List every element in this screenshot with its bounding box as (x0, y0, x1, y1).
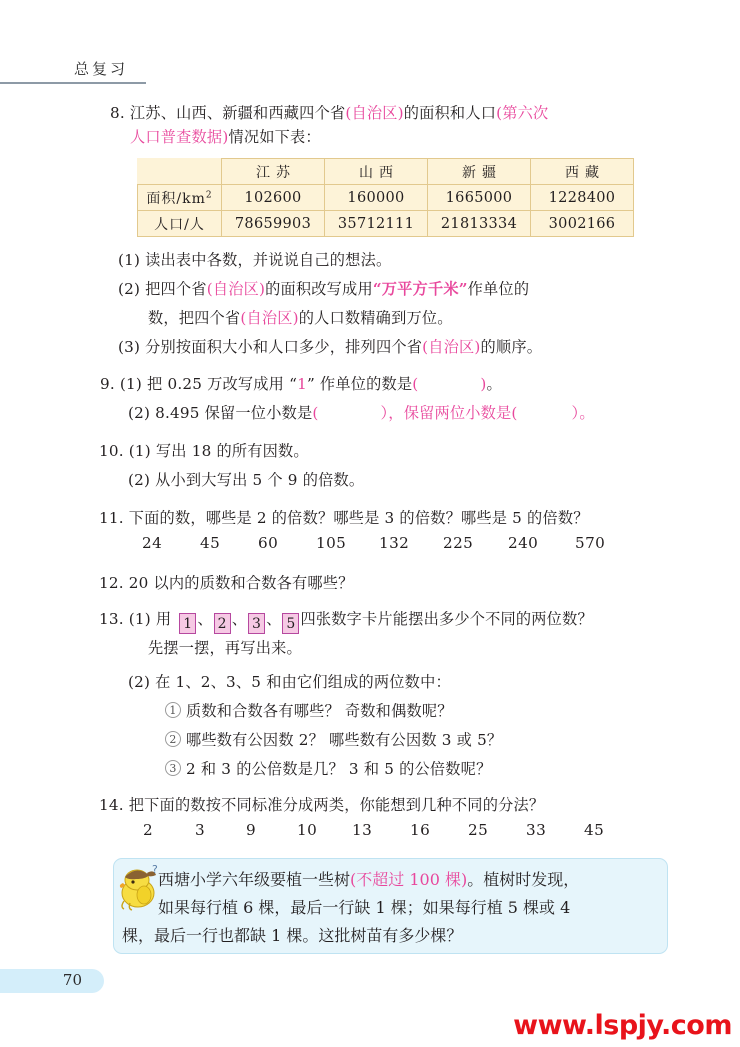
q10-sub1-text: 10. (1) 写出 18 的所有因数。 (99, 442, 309, 460)
q13-sub2-item-3 (165, 759, 491, 780)
q10-sub-1 (99, 441, 309, 462)
q11-number: 24 (142, 534, 163, 552)
digit-card-2[interactable]: 2 (214, 613, 231, 634)
table-corner-cell (138, 159, 222, 185)
q10-sub2-text: (2) 从小到大写出 5 个 9 的倍数。 (128, 471, 365, 489)
q14-number-list (143, 820, 663, 841)
digit-card-1[interactable]: 1 (179, 613, 196, 634)
callout-line1-pink: (不超过 100 棵) (350, 870, 468, 889)
q8-sub2-c: 作单位的 (467, 280, 530, 298)
q11-number: 45 (200, 534, 221, 552)
q9-sub-1 (100, 374, 502, 395)
q10-sub-2 (128, 470, 364, 491)
site-watermark: www.lspjy.com (513, 1010, 732, 1041)
page-number-pill (0, 969, 104, 993)
q14-number: 9 (246, 821, 257, 839)
q8-sub-1 (118, 250, 391, 271)
q8-sub-2-line-2 (148, 308, 453, 329)
q14-number: 33 (526, 821, 547, 839)
q13-sub1-b: 四张数字卡片能摆出多少个不同的两位数？ (300, 610, 593, 628)
digit-card-5[interactable]: 5 (282, 613, 299, 634)
q13-sub-2 (128, 672, 451, 693)
q11-number: 60 (258, 534, 279, 552)
table-row-header-population: 人口/人 (138, 211, 222, 237)
q11-number-list (142, 533, 652, 554)
q13-item3-text: 2 和 3 的公倍数是几？ 3 和 5 的公倍数呢？ (186, 760, 492, 778)
circled-number-1: 1 (165, 702, 181, 718)
q13-sub2-text: (2) 在 1、2、3、5 和由它们组成的两位数中： (128, 673, 451, 691)
q8-line-1 (110, 103, 548, 124)
q8-line1-pink-a: (自治区) (345, 104, 404, 122)
q14-number: 2 (143, 821, 154, 839)
q9-sub1-blank-open: ( (412, 375, 419, 393)
q11-number: 132 (379, 534, 410, 552)
q14-prompt (99, 795, 544, 816)
page-number: 70 (62, 971, 82, 989)
challenge-callout (113, 858, 668, 954)
q13-item2-text: 哪些数有公因数 2？ 哪些数有公因数 3 或 5？ (186, 731, 503, 749)
q9-sub2-mid: ），保留两位小数是 (380, 404, 512, 422)
callout-line-1 (158, 867, 579, 890)
q8-line1-mid: 的面积和人口 (403, 104, 497, 122)
digit-card-3[interactable]: 3 (248, 613, 265, 634)
callout-line-3: 棵，最后一行也都缺 1 棵。这批树苗有多少棵？ (122, 926, 463, 945)
table-col-header-xinjiang: 新疆 (428, 159, 531, 185)
card-separator: 、 (231, 610, 248, 628)
q8-sub2-b: 的面积改写成用 (265, 280, 373, 298)
q8-line-2 (130, 127, 321, 148)
q9-sub1-unit-one: 1 (297, 375, 307, 393)
q8-sub2-line2-a: 数，把四个省 (148, 309, 241, 327)
table-row (138, 211, 634, 237)
table-cell-area-xinjiang: 1665000 (428, 185, 531, 211)
q13-sub-1-line-1 (99, 609, 593, 634)
q13-item1-text: 质数和合数各有哪些？ 奇数和偶数呢？ (186, 702, 453, 720)
table-row-header-area (138, 185, 222, 211)
q8-line1-pink-b: (第六次 (496, 104, 549, 122)
q8-sub-2-line-1 (118, 279, 529, 300)
table-col-header-xizang: 西藏 (531, 159, 634, 185)
q12-prompt (99, 573, 354, 594)
running-head (0, 58, 146, 86)
callout-line1-b: 。植树时发现， (467, 870, 580, 889)
q14-number: 25 (468, 821, 489, 839)
q11-number: 225 (443, 534, 474, 552)
q13-sub1-line2: 先摆一摆，再写出来。 (148, 639, 302, 657)
card-separator: 、 (197, 610, 213, 628)
q14-number: 16 (410, 821, 431, 839)
q14-number: 3 (195, 821, 206, 839)
running-head-rule (0, 82, 146, 84)
q12-prompt-text: 12. 20 以内的质数和合数各有哪些？ (99, 574, 354, 592)
q14-number: 45 (584, 821, 605, 839)
q8-sub1-text: (1) 读出表中各数，并说说自己的想法。 (118, 251, 392, 269)
q8-line1-text: 8. 江苏、山西、新疆和西藏四个省 (110, 104, 346, 122)
row-header-area-sup: 2 (205, 189, 213, 200)
q8-sub-3 (118, 337, 542, 358)
q13-sub1-a: 13. (1) 用 (99, 610, 172, 628)
q8-sub2-line2-b: 的人口数精确到万位。 (298, 309, 453, 327)
svg-text:?: ? (152, 863, 158, 876)
q9-sub-2: (2) 8.495 保留一位小数是( ），保留两位小数是( ）。 (128, 404, 595, 422)
callout-line-2: 如果每行植 6 棵，最后一行缺 1 棵；如果每行植 5 棵或 4 (158, 898, 571, 917)
q8-sub3-b: 的顺序。 (480, 338, 543, 356)
q14-number: 10 (297, 821, 318, 839)
q11-prompt (99, 508, 589, 529)
q9-sub2-a: (2) 8.495 保留一位小数是 (128, 404, 313, 422)
table-col-header-jiangsu: 江苏 (222, 159, 325, 185)
callout-line1-a: 西塘小学六年级要植一些树 (158, 870, 351, 889)
q13-sub-1-line-2 (148, 638, 302, 659)
row-header-area-text: 面积/km (146, 190, 206, 207)
q8-sub2-pink-a: (自治区) (206, 280, 266, 298)
q13-sub2-item-2 (165, 730, 502, 751)
q8-line2-pink: 人口普查数据) (130, 128, 229, 146)
q8-sub3-pink: (自治区) (422, 338, 481, 356)
card-separator: 、 (266, 610, 282, 628)
q11-number: 570 (575, 534, 606, 552)
q11-number: 240 (508, 534, 539, 552)
q8-sub3-a: (3) 分别按面积大小和人口多少，排列四个省 (118, 338, 423, 356)
table-cell-area-xizang: 1228400 (531, 185, 634, 211)
q11-prompt-text: 11. 下面的数，哪些是 2 的倍数？哪些是 3 的倍数？哪些是 5 的倍数？ (99, 509, 589, 527)
table-cell-pop-xinjiang: 21813334 (428, 211, 531, 237)
circled-number-2: 2 (165, 731, 181, 747)
q8-line2-rest: 情况如下表： (228, 128, 321, 146)
province-data-table (137, 158, 634, 237)
q8-sub2-a: (2) 把四个省 (118, 280, 207, 298)
table-row (138, 185, 634, 211)
running-head-title: 总复习 (74, 60, 129, 78)
circled-number-3: 3 (165, 760, 181, 776)
q14-prompt-text: 14. 把下面的数按不同标准分成两类，你能想到几种不同的分法？ (99, 796, 545, 814)
q11-number: 105 (316, 534, 347, 552)
chick-mascot-icon (116, 863, 162, 911)
q9-sub2-end: ）。 (571, 404, 595, 422)
table-cell-pop-xizang: 3002166 (531, 211, 634, 237)
q8-sub2-pink-b: (自治区) (240, 309, 299, 327)
table-cell-area-shanxi: 160000 (325, 185, 428, 211)
q13-sub2-item-1 (165, 701, 453, 722)
q9-sub1-a: 9. (1) 把 0.25 万改写成用 “ (100, 375, 298, 393)
table-header-row (138, 159, 634, 185)
q14-number: 13 (352, 821, 373, 839)
table-col-header-shanxi: 山西 (325, 159, 428, 185)
table-cell-pop-shanxi: 35712111 (325, 211, 428, 237)
q8-sub2-quote: “万平方千米” (372, 280, 468, 298)
table-cell-pop-jiangsu: 78659903 (222, 211, 325, 237)
table-cell-area-jiangsu: 102600 (222, 185, 325, 211)
q9-sub1-b: ” 作单位的数是 (306, 375, 413, 393)
q9-sub1-period: 。 (486, 375, 502, 393)
q9-sub1-blank-close: ) (480, 375, 487, 393)
